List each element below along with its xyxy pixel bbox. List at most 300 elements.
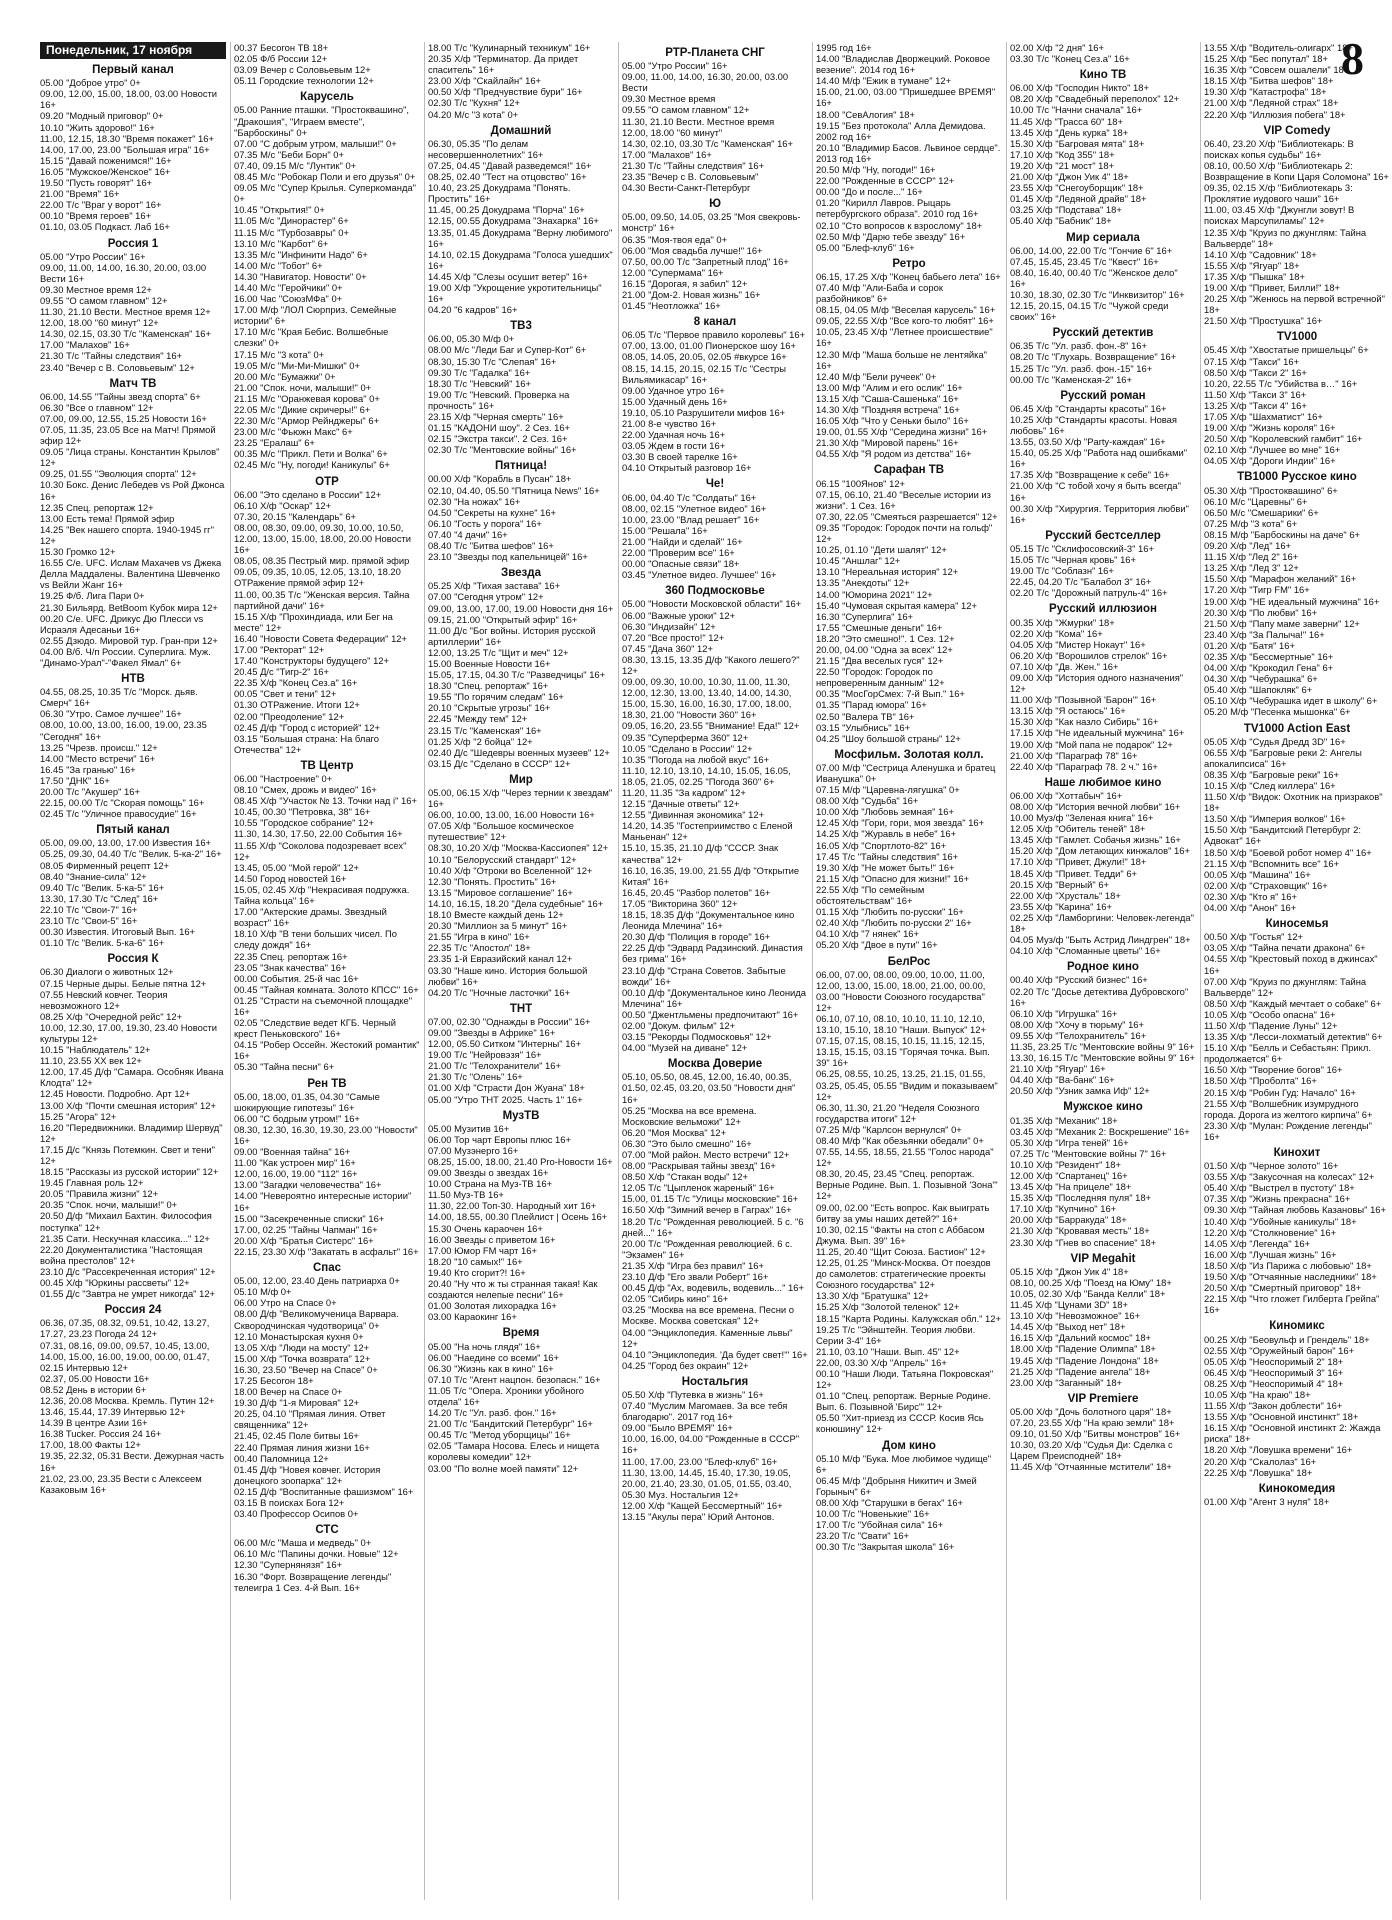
- program-entry: 21.35 Х/ф "Игра без правил" 16+: [622, 1259, 764, 1271]
- channel-heading: Русский роман: [1060, 389, 1146, 402]
- program-entry: 17.15 Д/с "Князь Потемкин. Свет и тени" 12+: [40, 1143, 215, 1166]
- program-entry: 07.30, 20.15 "Календарь" 6+: [234, 510, 357, 522]
- program-entry: 20.00 М/с "Бумажки" 0+: [234, 370, 336, 382]
- program-entry: 03.25 Х/ф "Подстава" 18+: [1010, 204, 1122, 216]
- channel-heading: Русский иллюзион: [1049, 603, 1157, 616]
- program-entry: 00.45 Т/с "Метод уборщицы" 16+: [428, 1429, 571, 1441]
- program-entry: 17.00 "Малахов" 16+: [40, 339, 130, 351]
- program-entry: 02.45 М/с "Ну, погоди! Каникулы" 6+: [234, 459, 390, 471]
- program-entry: 09.35, 02.15 Х/ф "Библиотекарь 3: Проклятие иудового чаши" 16+: [1204, 182, 1353, 205]
- program-entry: 09.00 "Военная тайна" 16+: [234, 1146, 351, 1158]
- program-entry: 09.00, 02.00 "Есть вопрос. Как выиграть битву за умы наших детей?" 16+: [816, 1201, 990, 1224]
- program-entry: 13.30, 17.30 Т/с "След" 16+: [40, 892, 159, 904]
- program-entry: 22.00 "Рожденные в СССР" 12+: [816, 175, 955, 187]
- program-entry: 02.35 Х/ф "Бессмертные" 16+: [1204, 650, 1334, 662]
- program-entry: 21.30 Бильярд. BetBoom Кубок мира 12+: [40, 601, 218, 613]
- program-entry: 14.05 Х/ф "Легенда" 16+: [1204, 1237, 1311, 1249]
- program-entry: 09.00 Звезды о звездах 16+: [428, 1167, 549, 1179]
- program-entry: 04.10 "Энциклопедия. 'Да будет свет!'" 16+: [622, 1348, 808, 1360]
- program-entry: 06.25, 08.55, 10.25, 13.25, 21.15, 01.55, 03.25, 05.45, 05.55 "Видим и показываем" 12+: [816, 1068, 998, 1102]
- program-entry: 07.40 "Муслим Магомаев. За все тебя благодарю". 2017 год 16+: [622, 1400, 788, 1423]
- program-entry: 21.00 Х/ф "Параграф 78" 16+: [1010, 749, 1138, 761]
- program-entry: 16.05 "Мужское/Женское" 16+: [40, 165, 171, 177]
- program-entry: 15.30 Х/ф "Багровая мята" 18+: [1010, 137, 1145, 149]
- program-entry: 17.15 Х/ф "Не идеальный мужчина" 16+: [1010, 727, 1185, 739]
- program-entry: 04.25 "Шоу большой страны" 12+: [816, 732, 961, 744]
- program-entry: 00.05 "Свет и тени" 12+: [234, 688, 337, 700]
- program-entry: 06.10, 07.10, 08.10, 10.10, 11.10, 12.10, 13.10, 15.10, 18.10 "Наши. Выпуск" 12+: [816, 1012, 986, 1036]
- program-entry: 12.55 "Дивинная экономика" 12+: [622, 809, 765, 821]
- program-entry: 06.45 Х/ф "Неоспоримый 3" 16+: [1204, 1366, 1344, 1378]
- program-entry: 14.30, 02.15, 03.30 Т/с "Каменская" 16+: [40, 328, 211, 340]
- program-entry: 13.25 Х/ф "Лед 3" 12+: [1204, 562, 1299, 574]
- program-entry: 13.00 Х/ф "Почти смешная история" 12+: [40, 1099, 216, 1111]
- program-entry: 02.50 М/ф "Дарю тебе звезду" 16+: [816, 230, 966, 242]
- program-entry: 15.20 Х/ф "Дом летающих кинжалов" 16+: [1010, 845, 1190, 857]
- program-entry: 20.30 Д/ф "Полиция в городе" 16+: [622, 931, 771, 943]
- channel-heading: ОТР: [315, 475, 339, 488]
- program-entry: 05.30 "Тайна песни" 6+: [234, 1061, 335, 1073]
- program-entry: 13.35 М/с "Инфинити Надо" 6+: [234, 248, 368, 260]
- program-entry: 14.00 "Юморина 2021" 12+: [816, 588, 933, 600]
- program-entry: 11.00, 00.35 Т/с "Женская версия. Тайна партийной дачи" 16+: [234, 588, 410, 611]
- program-entry: 02.05 "Сибирь кино" 16+: [622, 1293, 729, 1305]
- program-entry: 12.30 "Супернянязя" 16+: [234, 1559, 343, 1571]
- program-entry: 23.55 Х/ф "Карина" 16+: [1010, 900, 1112, 912]
- channel-heading: Сарафан ТВ: [873, 464, 945, 477]
- program-entry: 06.30 "Индизайн" 12+: [622, 620, 716, 632]
- program-entry: 16.00 Час "СоюзМФа" 0+: [234, 293, 343, 305]
- program-entry: 00.50 Х/ф "Предчувствие бури" 16+: [428, 86, 583, 98]
- program-entry: 06.00 "Важные уроки" 12+: [622, 609, 736, 621]
- program-entry: 08.15, 14.15, 20.15, 02.15 Т/с "Сестры Вильямикасар" 16+: [622, 362, 786, 385]
- program-entry: 12.05 Т/с "Цыпленок жареный" 16+: [622, 1182, 775, 1194]
- program-entry: 10.40 Х/ф "Убойные каникулы" 18+: [1204, 1215, 1357, 1227]
- program-entry: 11.55 Х/ф "Закон доблести" 16+: [1204, 1400, 1343, 1412]
- program-entry: 04.55, 08.25, 10.35 Т/с "Морск. дьяв. Смерч" 16+: [40, 686, 198, 709]
- program-entry: 08.15 М/ф "Барбоскины на даче" 6+: [1204, 528, 1361, 540]
- program-entry: 19.00 Т/с "Невский. Проверка на прочность" 16+: [428, 388, 570, 411]
- program-entry: 06.10 "Гость у порога" 16+: [428, 517, 542, 529]
- program-entry: 16.55 С/е. UFC. Ислам Махачев vs Джека Делла Маддалены. Валентина Шевченко vs Вейли Жанг 16+: [40, 557, 222, 591]
- program-entry: 10.45, 00.30 "Петровка, 38" 16+: [234, 806, 371, 818]
- channel-heading: Россия 1: [107, 237, 159, 250]
- program-entry: 08.30, 20.45, 23.45 "Спец. репортаж. Верные Родине. Вып. 1. Позывной 'Зона'" 12+: [816, 1168, 998, 1202]
- program-entry: 09.05, 16.20, 23.55 "Внимание! Еда!" 12+: [622, 720, 800, 732]
- program-entry: 15.00, 21.00, 03.00 "Пришедшее ВРЕМЯ" 16+: [816, 86, 996, 109]
- program-entry: 17.05 Х/ф "Шахматист" 16+: [1204, 411, 1323, 422]
- program-entry: 10.15 "Наблюдатель" 12+: [40, 1044, 151, 1056]
- program-entry: 11.10, 12.10, 13.10, 14.10, 15.05, 16.05, 18.05, 21.05, 02.25 "Погода 360" 6+: [622, 764, 791, 787]
- program-entry: 14.30 "Навигатор. Новости" 0+: [234, 270, 367, 282]
- program-entry: 08.35 Х/ф "Багровые реки" 16+: [1204, 768, 1339, 780]
- program-entry: 09.15, 21.00 "Открытый эфир" 16+: [428, 613, 578, 625]
- program-entry: 09.30 Т/с "Гадалка" 16+: [428, 366, 531, 378]
- program-entry: 17.25 Бесогон 18+: [234, 1374, 314, 1386]
- program-entry: 17.55 "Смешные деньги" 16+: [816, 621, 943, 633]
- channel-heading: Мужское кино: [1063, 1101, 1143, 1114]
- program-entry: 11.00 Д/с "Бог войны. История русской артиллерии" 16+: [428, 624, 596, 647]
- program-entry: 1995 год 16+: [816, 42, 872, 53]
- program-entry: 02.10 "Сто вопросов к взрослому" 18+: [816, 219, 983, 231]
- program-entry: 14.00, 18.55, 00.30 Плейлист | Осень 16+: [428, 1211, 608, 1223]
- program-entry: 04.00 Х/ф "Крокодил Гена" 6+: [1204, 662, 1334, 674]
- program-entry: 13.30 Х/ф "Братушка" 12+: [816, 1290, 929, 1302]
- program-entry: 21.00 "Дом-2. Новая жизнь" 16+: [622, 288, 761, 300]
- program-entry: 07.50, 00.00 Т/с "Запретный плод" 16+: [622, 255, 789, 267]
- program-entry: 04.10 Х/ф "Сломанные цветы" 16+: [1010, 945, 1161, 957]
- program-entry: 06.00, 07.00, 08.00, 09.00, 10.00, 11.00, 12.00, 13.00, 15.00, 18.00, 21.00, 00.00, 03.00 "Новости Союзного государства" 12+: [816, 968, 986, 1013]
- program-entry: 19.00 Х/ф "Мой папа не подарок" 12+: [1010, 738, 1173, 750]
- program-entry: 20.50 Д/ф "Михаил Бахтин. Философия поступка" 12+: [40, 1210, 212, 1233]
- program-entry: 23.10 "Звезды под капельницей" 16+: [428, 551, 588, 563]
- program-entry: 11.00 "Как устроен мир" 16+: [234, 1157, 356, 1169]
- program-entry: 01.50 Х/ф "Черное золото" 16+: [1204, 1160, 1339, 1172]
- channel-heading: Рен ТВ: [307, 1077, 347, 1090]
- program-entry: 09.55 Х/ф "Телохранитель" 16+: [1010, 1029, 1147, 1041]
- program-entry: 15.25 Х/ф "Золотой теленок" 12+: [816, 1301, 960, 1313]
- program-entry: 07.20 "Все просто!" 12+: [622, 631, 725, 643]
- channel-heading: TV1000 Action East: [1243, 722, 1351, 735]
- program-entry: 09.00 "Было ВРЕМЯ" 16+: [622, 1422, 733, 1434]
- program-entry: 21.00 8-е чувство 16+: [622, 418, 717, 429]
- program-entry: 08.50 Х/ф "Каждый мечтает о собаке" 6+: [1204, 997, 1382, 1009]
- program-entry: 02.40 Х/ф "Любить по-русски 2" 16+: [816, 917, 972, 929]
- program-entry: 11.30, 21.10 Вести. Местное время 12+: [40, 306, 211, 318]
- program-entry: 09.35 "Суперферма 360" 12+: [622, 731, 749, 743]
- program-entry: 14.00 "Место встречи" 16+: [40, 752, 156, 764]
- program-entry: 04.20 М/с "3 кота" 0+: [428, 108, 519, 120]
- program-entry: 14.45 Х/ф "Слезы осушит ветер" 16+: [428, 270, 588, 282]
- program-entry: 23.15 Х/ф "Черная смерть" 16+: [428, 411, 564, 422]
- program-entry: 01.15 "КАДОНИ шоу". 2 Сез. 16+: [428, 422, 571, 434]
- program-entry: 21.30 Х/ф "Кровавая месть" 18+: [1010, 1225, 1150, 1237]
- program-entry: 05.11 Городские технологии 12+: [234, 75, 374, 87]
- program-entry: 02.50 "Валера ТВ" 16+: [816, 710, 915, 722]
- program-entry: 17.10 Х/ф "Код 355" 18+: [1010, 148, 1115, 160]
- program-entry: 05.05 Х/ф "Судья Дредд 3D" 16+: [1204, 735, 1346, 747]
- program-entry: 10.45 "Аншлаг" 12+: [816, 555, 901, 567]
- program-entry: 15.50 Х/ф "Бандитский Петербург 2: Адвокат" 16+: [1204, 824, 1361, 847]
- channel-heading: ТВ1000 Русское кино: [1237, 471, 1357, 484]
- program-entry: 02.15 Д/ф "Воспитанные фашизмом" 16+: [234, 1485, 414, 1497]
- program-entry: 22.35 Т/с "Апостол" 18+: [428, 942, 531, 954]
- program-entry: 02.00 "Докум. фильм" 12+: [622, 1019, 736, 1031]
- program-entry: 09.00 "Звезды в Африке" 16+: [428, 1026, 556, 1038]
- program-entry: 12.05 Х/ф "Обитель теней" 18+: [1010, 823, 1146, 835]
- program-entry: 03.09 Вечер с Соловьевым 12+: [234, 64, 371, 76]
- program-entry: 03.15 "Улыбнись" 16+: [816, 721, 911, 733]
- program-entry: 09.00, 11.00, 14.00, 16.30, 20.00, 03.00 Вести 16+: [40, 261, 207, 284]
- program-entry: 06.10 М/с "Царевны" 6+: [1204, 495, 1308, 507]
- program-entry: 05.00 "На ночь глядя" 16+: [428, 1340, 541, 1352]
- program-entry: 19.55 "По горячим следам" 16+: [428, 691, 564, 703]
- program-entry: 06.30, 11.30, 21.20 "Неделя Союзного государства итоги" 12+: [816, 1101, 980, 1124]
- program-entry: 09.05 "Лица страны. Константин Крылов" 12+: [40, 446, 220, 469]
- program-entry: 01.20 Х/ф "Батя" 16+: [1204, 639, 1295, 651]
- program-entry: 00.40 Паломница 12+: [234, 1452, 329, 1464]
- program-entry: 19.00 Х/ф "Жизнь короля" 16+: [1204, 422, 1336, 434]
- program-entry: 14.50 Город новостей 16+: [234, 872, 347, 884]
- program-entry: 11.50 Х/ф "Падение Луны" 12+: [1204, 1019, 1338, 1031]
- program-entry: 08.00 Х/ф "Судьба" 16+: [816, 795, 919, 807]
- program-entry: 06.10 М/с "Папины дочки. Новые" 12+: [234, 1548, 399, 1560]
- channel-heading: Кино ТВ: [1079, 69, 1127, 82]
- program-entry: 08.00, 10.00, 13.00, 16.00, 19.00, 23.35 "Сегодня" 16+: [40, 719, 207, 742]
- program-entry: 13.25 "Чрезв. происш." 12+: [40, 741, 158, 753]
- program-entry: 21.35 Сати. Нескучная классика..." 12+: [40, 1232, 210, 1244]
- channel-heading: МузТВ: [502, 1109, 540, 1122]
- program-entry: 06.00, 10.00, 13.00, 16.00 Новости 16+: [428, 809, 595, 821]
- program-entry: 08.25, 02.40 "Тест на отцовство" 16+: [428, 171, 587, 183]
- program-entry: 02.55 Дзюдо. Мировой тур. Гран-при 12+: [40, 634, 218, 646]
- program-entry: 10.00 Х/ф "Любовь земная" 16+: [816, 806, 954, 818]
- program-entry: 18.20 Х/ф "Ловушка времени" 16+: [1204, 1444, 1353, 1456]
- program-entry: 23.05 "Знак качества" 16+: [234, 961, 347, 973]
- program-entry: 21.25 Х/ф "Падение ангела" 18+: [1010, 1365, 1151, 1377]
- program-entry: 06.55 Х/ф "Багровые реки 2: Ангелы апокалипсиса" 16+: [1204, 746, 1362, 769]
- program-entry: 09.00 Удачное утро 16+: [622, 384, 725, 396]
- tv-guide-page: [40, 42, 1389, 1902]
- program-entry: 21.00 Х/ф "Ледяной страх" 18+: [1204, 97, 1339, 109]
- program-entry: 04.30 Х/ф "Чебурашка" 6+: [1204, 673, 1318, 685]
- program-entry: 10.25, 01.10 "Дети шалят" 12+: [816, 544, 947, 556]
- program-entry: 21.00 Х/ф "Джон Уик 4" 18+: [1010, 171, 1129, 183]
- program-entry: 02.00 Х/ф "Страховщик" 16+: [1204, 879, 1328, 891]
- program-entry: 08.00 Х/ф "Хочу в тюрьму" 16+: [1010, 1018, 1144, 1030]
- channel-heading: Мосфильм. Золотая колл.: [834, 748, 984, 761]
- program-entry: 21.30 Т/с "Тайны следствия" 16+: [622, 159, 765, 171]
- program-entry: 08.45 М/с "Робокар Поли и его друзья" 0+: [234, 171, 416, 183]
- channel-heading: 360 Подмосковье: [665, 585, 765, 598]
- program-entry: 20.05 "Правила жизни" 12+: [40, 1188, 159, 1200]
- program-entry: 18.00 Х/ф "Падение Олимпа" 18+: [1010, 1343, 1156, 1355]
- program-entry: 08.00, 02.15 "Улетное видео" 16+: [622, 502, 767, 514]
- program-entry: 20.00 Х/ф "Братья Систерс" 16+: [234, 1234, 374, 1246]
- program-entry: 01.45 "Неотложка" 16+: [622, 300, 721, 312]
- program-entry: 18.00 "СевАлогия" 18+: [816, 108, 915, 120]
- program-entry: 18.30 "Спец. репортаж" 16+: [428, 680, 549, 692]
- program-entry: 17.00 "Ректорат" 12+: [234, 643, 325, 655]
- program-entry: 17.00 Юмор FM чарт 16+: [428, 1244, 537, 1256]
- program-entry: 07.40, 09.15 М/с "Лунтик" 0+: [234, 159, 357, 171]
- program-entry: 07.40 "4 дачи" 16+: [428, 528, 508, 540]
- program-entry: 13.25 Х/ф "Такси 4" 16+: [1204, 399, 1307, 411]
- program-entry: 19.30 Х/ф "Не может быть!" 16+: [816, 861, 955, 873]
- program-entry: 00.45 Х/ф "Юркины рассветы" 12+: [40, 1277, 190, 1289]
- program-entry: 21.00 "Время" 16+: [40, 188, 120, 200]
- program-entry: 05.05 Х/ф "Неоспоримый 2" 18+: [1204, 1355, 1344, 1367]
- program-entry: 22.35 Х/ф "Конец Сез.а" 16+: [234, 677, 358, 689]
- program-entry: 15.35 Х/ф "Последняя пуля" 18+: [1010, 1192, 1152, 1204]
- program-entry: 10.30, 03.20 Х/ф "Судья Ди: Сделка с Царем Преисподней" 18+: [1010, 1439, 1173, 1462]
- program-entry: 16.50 Х/ф "Зимний вечер в Гаграх" 16+: [622, 1204, 792, 1216]
- program-entry: 02.55 Х/ф "Оружейный барон" 16+: [1204, 1344, 1355, 1356]
- program-entry: 05.30 Х/ф "Простоквашино" 6+: [1204, 484, 1338, 496]
- program-entry: 11.00, 17.00, 23.00 "Блеф-клуб" 16+: [622, 1455, 778, 1467]
- program-entry: 10.00, 12.30, 17.00, 19.30, 23.40 Новости культуры 12+: [40, 1021, 218, 1044]
- program-entry: 21.00 "Спок. ночи, малыши!" 0+: [234, 381, 372, 393]
- program-entry: 22.35 Спец. репортаж 16+: [234, 950, 348, 962]
- program-entry: 00.00 "До и после..." 16+: [816, 186, 923, 198]
- program-entry: 14.25 Х/ф "Журавль в небе" 16+: [816, 828, 957, 840]
- program-entry: 08.30, 13.15, 13.35 Д/ф "Какого лешего?" 12+: [622, 653, 800, 676]
- program-entry: 16.38 Tucker. Россия 24 16+: [40, 1428, 162, 1440]
- program-entry: 16.35 Х/ф "Совсем ошалели" 18+: [1204, 64, 1350, 76]
- program-entry: 11.25, 20.40 "Щит Союза. Бастион" 12+: [816, 1245, 986, 1257]
- program-entry: 04.25 "Город без окраин" 12+: [622, 1359, 749, 1371]
- program-entry: 21.10, 03.10 "Наши. Вып. 45" 12+: [816, 1345, 960, 1357]
- program-entry: 21.45, 02.45 Поле битвы 16+: [234, 1430, 359, 1442]
- program-entry: 19.25 Т/с "Эйнштейн. Теория любви. Серии 3-4" 16+: [816, 1323, 976, 1346]
- program-entry: 11.35, 23.25 Т/с "Ментовские войны 9" 16+: [1010, 1040, 1195, 1052]
- program-entry: 06.00, 14.55 "Тайны звезд спорта" 6+: [40, 390, 201, 402]
- program-entry: 00.10 "Наши Люди. Татьяна Покровская" 12+: [816, 1367, 994, 1391]
- program-entry: 13.10 М/с "Карбот" 6+: [234, 237, 329, 249]
- program-entry: 10.05 "Сделано в России" 12+: [622, 742, 753, 754]
- program-entry: 16.30 "Форт. Возвращение легенды" телеигра 1 Сез. 4-й Вып. 16+: [234, 1570, 392, 1593]
- program-entry: 13.46, 15.44, 17.39 Интервью 12+: [40, 1406, 186, 1418]
- program-entry: 20.35 Х/ф "Терминатор. Да придет спаситель" 16+: [428, 53, 579, 76]
- program-entry: 11.20, 11.35 "За кадром" 12+: [622, 787, 746, 798]
- program-entry: 08.20 Х/ф "Свадебный переполох" 12+: [1010, 93, 1180, 105]
- channel-heading: Наше любимое кино: [1044, 776, 1162, 789]
- program-entry: 18.15, 18.35 Д/ф "Документальное кино Леонида Млечина" 16+: [622, 909, 795, 932]
- program-entry: 07.00, 09.00, 12.55, 15.25 Новости 16+: [40, 412, 207, 424]
- program-entry: 11.30, 14.30, 17.50, 22.00 События 16+: [234, 828, 403, 840]
- program-entry: 06.30 "Это было смешно" 16+: [622, 1137, 752, 1149]
- program-entry: 13.35 Х/ф "Лесси-лохматый детектив" 6+: [1204, 1031, 1383, 1043]
- program-entry: 08.25 Х/ф "Очередной рейс" 12+: [40, 1010, 183, 1022]
- channel-heading: Киномикс: [1269, 1320, 1325, 1333]
- program-entry: 05.15 Х/ф "Джон Уик 4" 18+: [1010, 1265, 1129, 1277]
- channel-heading: TV1000: [1276, 331, 1318, 344]
- channel-heading: НТВ: [121, 673, 145, 686]
- program-entry: 14.40 М/с "Геройчики" 0+: [234, 281, 343, 293]
- program-entry: 10.00, 23.00 "Влад решает" 16+: [622, 513, 760, 525]
- program-entry: 13.30, 16.15 Т/с "Ментовские войны 9" 16+: [1010, 1052, 1196, 1064]
- program-entry: 05.00 "Утро России" 16+: [40, 250, 146, 262]
- program-entry: 02.30 Т/с "Ментовские войны" 16+: [428, 444, 577, 456]
- program-entry: 22.15 Х/ф "Что гложет Гилберта Грейпа" 16+: [1204, 1293, 1380, 1316]
- program-entry: 21.30 Х/ф "Мировой парень" 16+: [816, 437, 959, 449]
- program-entry: 00.00 "Опасные связи" 18+: [622, 558, 740, 570]
- program-entry: 15.00 Военные Новости 16+: [428, 657, 551, 669]
- program-entry: 21.50 Х/ф "Папу маме заверни" 12+: [1204, 617, 1360, 629]
- channel-heading: Время: [502, 1327, 540, 1340]
- program-entry: 16.50 Х/ф "Творение богов" 16+: [1204, 1064, 1343, 1076]
- program-entry: 21.02, 23.00, 23.35 Вести с Алексеем Казаковым 16+: [40, 1472, 202, 1495]
- program-entry: 17.00, 18.00 Факты 12+: [40, 1439, 141, 1451]
- program-entry: 23.10 Д/с "Рассекреченная история" 12+: [40, 1265, 216, 1277]
- channel-heading: Россия 24: [104, 1304, 162, 1317]
- program-entry: 07.25 Т/с "Ментовские войны 7" 16+: [1010, 1147, 1167, 1159]
- program-entry: 22.40 Прямая линия жизни 16+: [234, 1441, 370, 1453]
- program-entry: 11.00, 12.15, 18.30 "Время покажет" 16+: [40, 132, 214, 144]
- program-entry: 09.25, 01.55 "Эволюция спорта" 12+: [40, 468, 197, 480]
- program-entry: 23.20 Т/с "Свати" 16+: [816, 1530, 910, 1542]
- program-entry: 18.15 "Рассказы из русской истории" 12+: [40, 1166, 219, 1178]
- program-entry: 01.35 "Парад юмора" 16+: [816, 699, 927, 711]
- program-entry: 13.35, 01.45 Докудрама "Верну любимого" 16+: [428, 226, 613, 249]
- channel-heading: Мир: [509, 773, 533, 786]
- program-entry: 08.40 Т/с "Битва шефов" 16+: [428, 540, 554, 552]
- program-entry: 02.30 Т/с "Кухня" 12+: [428, 97, 520, 109]
- program-entry: 12.10 Монастырская кухня 0+: [234, 1330, 364, 1342]
- program-entry: 06.45 М/ф "Добрыня Никитич и Змей Горыныч" 6+: [816, 1474, 977, 1497]
- program-entry: 08.30, 12.30, 16.30, 19.30, 23.00 "Новости" 16+: [234, 1123, 418, 1146]
- program-entry: 20.25 Х/ф "Женюсь на первой встречной" 18+: [1204, 293, 1385, 316]
- program-entry: 08.25 Х/ф "Неоспоримый 4" 18+: [1204, 1377, 1344, 1389]
- program-entry: 16.30 "Суперлига" 16+: [816, 610, 914, 622]
- program-entry: 08.40 "Знание-сила" 12+: [40, 870, 147, 882]
- program-entry: 07.00 "Сегодня утром" 12+: [428, 591, 544, 603]
- program-entry: 15.00 "Решала" 16+: [622, 524, 708, 536]
- program-entry: 05.45 Х/ф "Хвостатые пришельцы" 6+: [1204, 344, 1369, 356]
- program-entry: 02.20 Т/с "Досье детектива Дубровского" 16+: [1010, 985, 1189, 1008]
- program-entry: 18.50 Х/ф "Боевой робот номер 4" 16+: [1204, 846, 1372, 858]
- program-entry: 11.00, 03.45 Х/ф "Джунгли зовут! В поисках Марсупиламы" 12+: [1204, 204, 1355, 227]
- program-entry: 11.55 Х/ф "Соколова подозревает всех" 12+: [234, 839, 407, 862]
- program-entry: 02.05 "Следствие ведет КГБ. Черный крест Пеньковского" 16+: [234, 1017, 397, 1040]
- program-entry: 09.05 М/с "Супер Крылья. Суперкоманда" 0+: [234, 182, 416, 205]
- program-entry: 07.40 М/ф "Али-Баба и сорок разбойников" 6+: [816, 281, 943, 305]
- program-entry: 11.05 Т/с "Опера. Хроники убойного отдела" 16+: [428, 1384, 585, 1407]
- program-entry: 22.55 Х/ф "По семейным обстоятельствам" 16+: [816, 883, 925, 907]
- program-entry: 00.45 Д/ф "Ах, водевиль, водевиль..." 16+: [622, 1282, 804, 1294]
- program-entry: 20.40 "Ну что ж ты странная такая! Как создаются нелепые песни" 16+: [428, 1278, 598, 1301]
- program-entry: 20.50 Х/ф "Смертный приговор" 18+: [1204, 1282, 1362, 1294]
- program-entry: 18.10 Вместе каждый день 12+: [428, 909, 564, 921]
- program-entry: 06.00 М/с "Маша и медведь" 0+: [234, 1537, 372, 1549]
- program-entry: 23.10 Т/с "Свои-5" 16+: [40, 915, 138, 927]
- program-entry: 12.00, 18.00 "60 минут": [622, 126, 723, 138]
- program-entry: 18.30 Т/с "Невский" 16+: [428, 377, 531, 389]
- program-entry: 22.05 М/с "Дикие скричеры!" 6+: [234, 404, 371, 415]
- program-entry: 15.30 Очень караочен 16+: [428, 1222, 543, 1234]
- program-entry: 02.37, 05.00 Новости 16+: [40, 1372, 150, 1384]
- program-entry: 01.00 Х/ф "Агент 3 нуля" 18+: [1204, 1495, 1330, 1507]
- program-entry: 05.25 "Москва на все времена. Московские вельможи" 12+: [622, 1104, 757, 1127]
- program-entry: 19.10, 05.10 Разрушители мифов 16+: [622, 406, 786, 418]
- program-entry: 06.00 "Настроение" 0+: [234, 773, 333, 784]
- program-entry: 11.30, 13.00, 14.45, 15.40, 17.30, 19.05, 20.00, 21.40, 23.30, 01.05, 01.55, 03.40, 05.30 Муз. Ностальгия 12+: [622, 1466, 792, 1500]
- program-entry: 12.00 Х/ф "Спартанец" 16+: [1010, 1170, 1128, 1181]
- program-entry: 01.15 Х/ф "Любить по-русски" 16+: [816, 906, 964, 918]
- program-entry: 05.00 Х/ф "Дочь болотного царя" 18+: [1010, 1405, 1172, 1417]
- program-entry: 17.05 "Викторина 360" 12+: [622, 897, 738, 909]
- program-entry: 22.10 Т/с "Свои-7" 16+: [40, 903, 138, 915]
- program-entry: 12.30 "Понять. Простить" 16+: [428, 875, 557, 887]
- program-entry: 08.05 Фирменный рецепт 12+: [40, 859, 170, 871]
- program-entry: 15.15 Х/ф "Прохиндиада, или Бег на месте" 12+: [234, 610, 393, 633]
- program-entry: 06.00 Утро на Спасе 0+: [234, 1297, 337, 1309]
- program-entry: 13.45 Х/ф "На прицеле" 18+: [1010, 1181, 1132, 1193]
- program-entry: 23.40 Х/ф "За Палыча!" 16+: [1204, 628, 1325, 640]
- program-entry: 19.15 "Без протокола" Алла Демидова. 2002 год 16+: [816, 119, 986, 142]
- program-entry: 10.30, 18.30, 02.30 Т/с "Инквизитор" 16+: [1010, 288, 1185, 300]
- program-entry: 21.00 Т/с "Бандитский Петербург" 16+: [428, 1418, 593, 1430]
- program-entry: 05.00, 09.00, 13.00, 17.00 Известия 16+: [40, 837, 212, 849]
- channel-heading: Кинохит: [1273, 1147, 1321, 1159]
- program-entry: 13.15 "Мировое соглашение" 16+: [428, 886, 573, 898]
- program-entry: 04.40 Х/ф "Ва-банк" 16+: [1010, 1074, 1115, 1086]
- program-entry: 11.50 Х/ф "Видок: Охотник на призраков" 18+: [1204, 791, 1383, 814]
- program-entry: 01.10 "Спец. репортаж. Верные Родине. Вып. 6. Позывной 'Бирс'" 12+: [816, 1390, 991, 1413]
- program-entry: 00.35 М/с "Прикл. Пети и Волка" 6+: [234, 448, 388, 460]
- channel-heading: Ю: [709, 198, 721, 211]
- program-entry: 09.00, 13.00, 17.00, 19.00 Новости дня 16+: [428, 602, 614, 614]
